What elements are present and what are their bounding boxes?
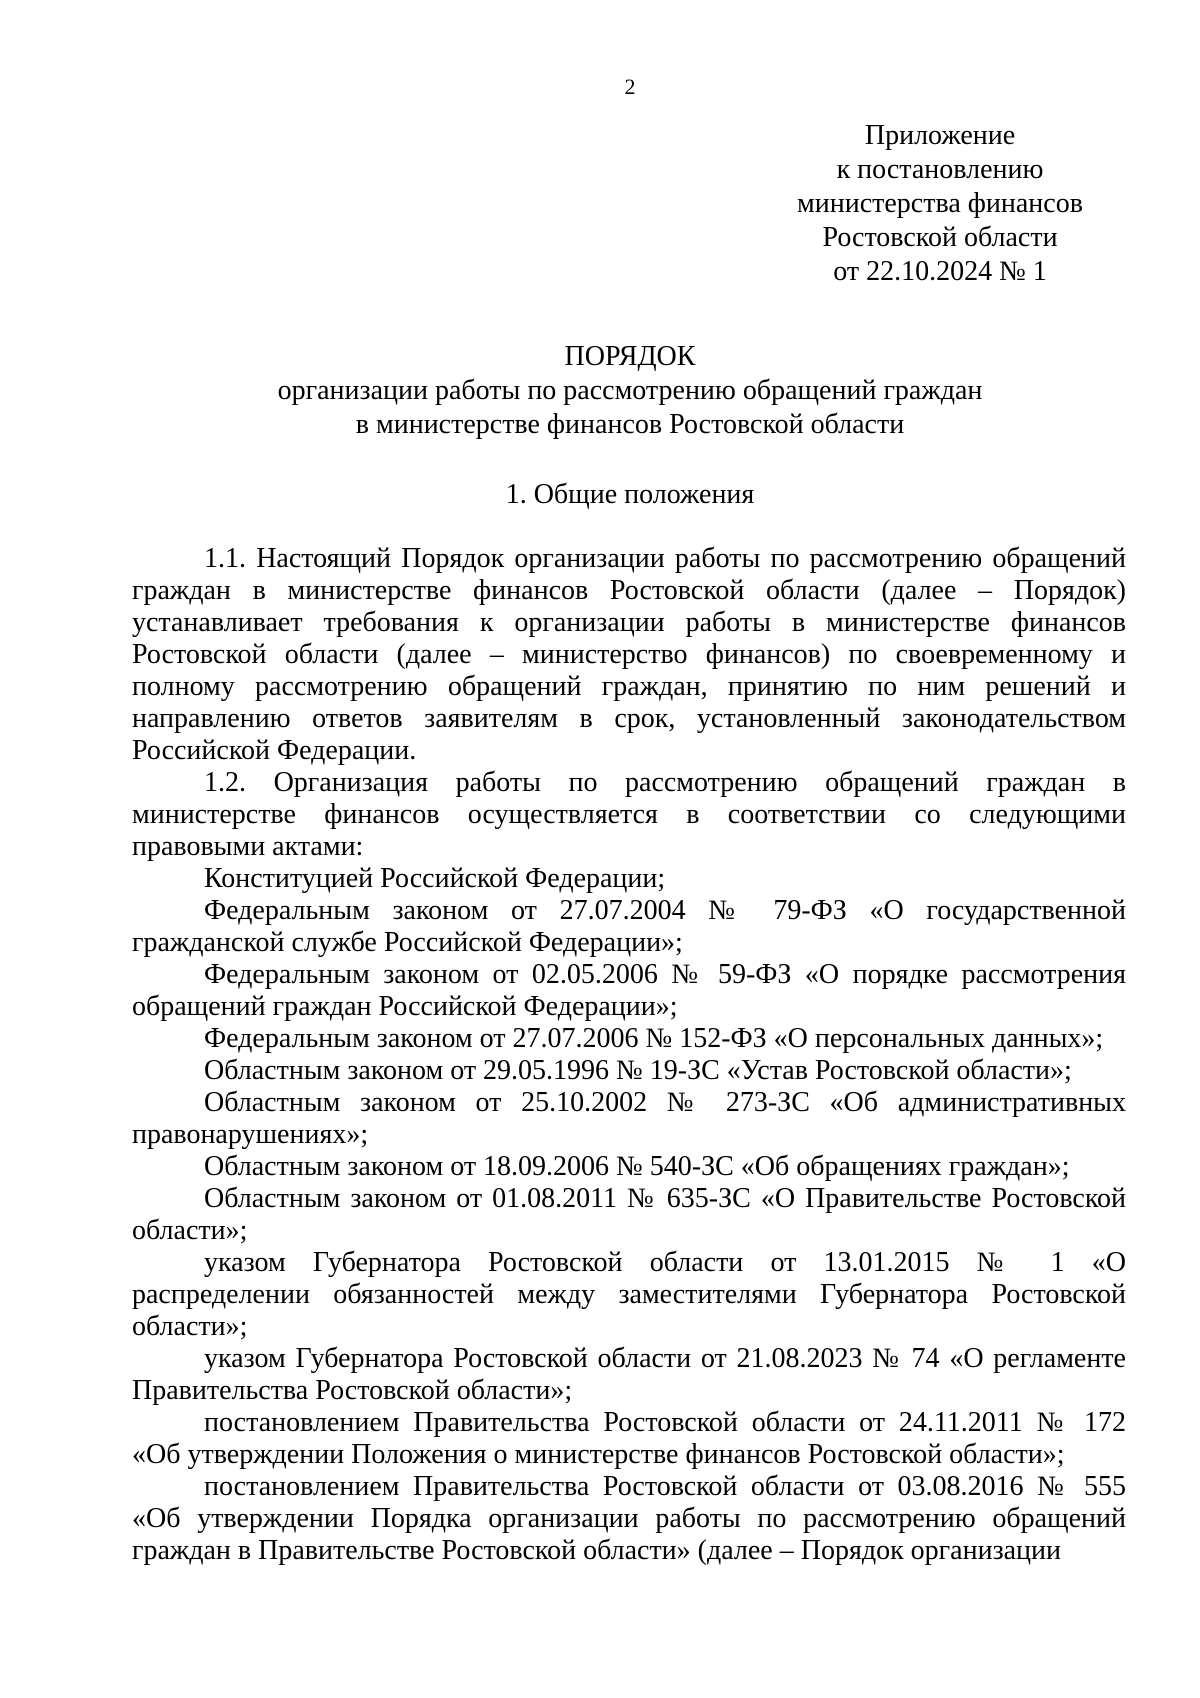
title-subtitle-line: в министерстве финансов Ростовской области bbox=[355, 409, 905, 440]
paragraph: Областным законом от 25.10.2002 № 273-ЗС «Об административных правонарушениях»; bbox=[132, 1087, 1126, 1150]
paragraph: Федеральным законом от 02.05.2006 № 59-ФЗ «О порядке рассмотрения обращений граждан Российской Федерации»; bbox=[132, 959, 1126, 1022]
paragraph: Федеральным законом от 27.07.2006 № 152-ФЗ «О персональных данных»; bbox=[204, 1023, 1104, 1054]
paragraph: указом Губернатора Ростовской области от 13.01.2015 № 1 «О распределении обязанностей между заместителями Губернатора Ростовской области»; bbox=[132, 1247, 1126, 1342]
paragraph: Конституцией Российской Федерации; bbox=[204, 863, 666, 894]
paragraph: 1.1. Настоящий Порядок организации работы по рассмотрению обращений граждан в министерстве финансов Ростовской области (далее – Порядок) устанавливает требования к организации работы в министерстве финансов Ростовской области (далее – министерство финансов) по своевременному и полному рассмотрению обращений граждан, принятию по ним решений и направлению ответов заявителям в срок, установленный законодательством Российской Федерации. bbox=[132, 543, 1126, 766]
appendix-header bbox=[780, 119, 1100, 289]
page-number: 2 bbox=[624, 74, 636, 99]
appendix-line: Ростовской области bbox=[822, 222, 1058, 253]
appendix-line: Приложение bbox=[864, 120, 1016, 151]
appendix-line: к постановлению bbox=[836, 154, 1044, 185]
document-title bbox=[130, 340, 1130, 442]
paragraph: постановлением Правительства Ростовской области от 24.11.2011 № 172 «Об утверждении Положения о министерстве финансов Ростовской области»; bbox=[132, 1407, 1126, 1470]
paragraph: Областным законом от 18.09.2006 № 540-ЗС «Об обращениях граждан»; bbox=[204, 1151, 1070, 1182]
section-heading: 1. Общие положения bbox=[505, 479, 755, 510]
paragraph: Областным законом от 01.08.2011 № 635-ЗС «О Правительстве Ростовской области»; bbox=[132, 1183, 1126, 1246]
paragraph: Областным законом от 29.05.1996 № 19-ЗС «Устав Ростовской области»; bbox=[204, 1055, 1072, 1086]
title-heading: ПОРЯДОК bbox=[564, 341, 696, 372]
paragraph: указом Губернатора Ростовской области от 21.08.2023 № 74 «О регламенте Правительства Ростовской области»; bbox=[132, 1343, 1126, 1406]
title-subtitle-line: организации работы по рассмотрению обращений граждан bbox=[277, 375, 983, 406]
appendix-line: от 22.10.2024 № 1 bbox=[833, 256, 1047, 287]
appendix-line: министерства финансов bbox=[797, 188, 1083, 219]
document-body bbox=[132, 543, 1126, 1567]
paragraph: 1.2. Организация работы по рассмотрению обращений граждан в министерстве финансов осуществляется в соответствии со следующими правовыми актами: bbox=[132, 767, 1126, 862]
paragraph: постановлением Правительства Ростовской области от 03.08.2016 № 555 «Об утверждении Порядка организации работы по рассмотрению обращений граждан в Правительстве Ростовской области» (далее – Порядок организации bbox=[132, 1471, 1126, 1566]
paragraph: Федеральным законом от 27.07.2004 № 79-ФЗ «О государственной гражданской службе Российской Федерации»; bbox=[132, 895, 1126, 958]
